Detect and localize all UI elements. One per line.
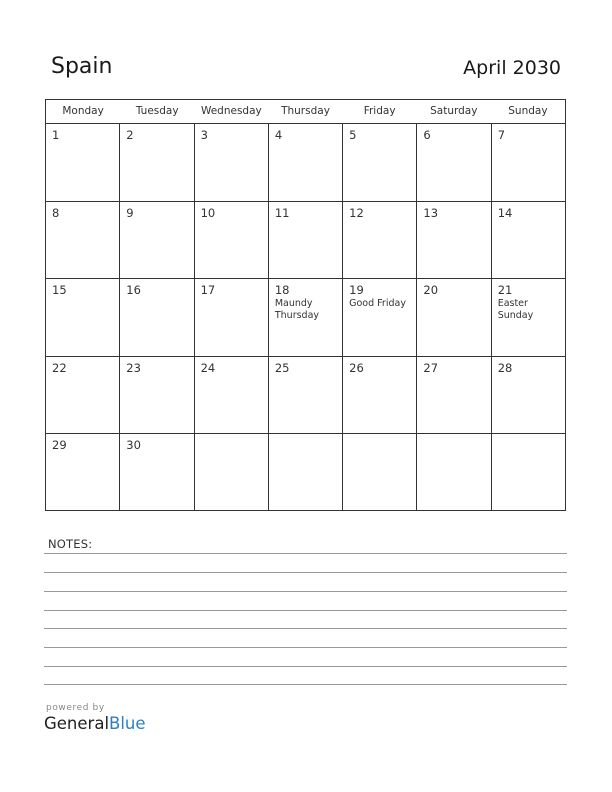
- day-number: 25: [274, 360, 290, 375]
- day-number: 27: [423, 360, 439, 375]
- notes-label: NOTES:: [48, 537, 93, 551]
- powered-by-text: powered by: [46, 703, 105, 713]
- day-number: 18: [274, 283, 290, 298]
- day-number: 13: [423, 205, 439, 220]
- day-number: 20: [423, 283, 439, 298]
- day-number: 29: [52, 438, 67, 453]
- day-number: 1: [52, 128, 60, 142]
- note-line: [44, 684, 567, 685]
- day-number: 9: [126, 205, 134, 220]
- brand-name-part2: Blue: [109, 714, 146, 733]
- day-number: 3: [200, 128, 208, 142]
- day-cell: [343, 279, 417, 356]
- day-cell: [492, 202, 565, 279]
- day-cell: [417, 357, 491, 434]
- week-row: [46, 434, 565, 511]
- day-number: 10: [200, 205, 216, 220]
- day-cell: [120, 279, 194, 356]
- weekday-label: Friday: [363, 105, 396, 117]
- day-number: 11: [274, 205, 290, 220]
- note-line: [44, 647, 567, 648]
- day-cell: [46, 279, 120, 356]
- weekday-label: Monday: [62, 105, 104, 117]
- holiday-label: Maundy Thursday: [274, 298, 320, 322]
- day-cell: [343, 202, 417, 279]
- weekday-label: Thursday: [281, 105, 330, 117]
- day-cell: [492, 279, 565, 356]
- day-number: 2: [126, 128, 134, 142]
- day-cell: [343, 434, 417, 511]
- month-year-title: April 2030: [463, 57, 561, 79]
- day-cell: [195, 434, 269, 511]
- day-number: 30: [126, 438, 141, 453]
- note-line: [44, 553, 567, 554]
- day-cell: [269, 434, 343, 511]
- day-number: 5: [349, 128, 357, 142]
- day-cell: [120, 434, 194, 511]
- day-number: 4: [274, 128, 283, 142]
- calendar-grid: [45, 99, 566, 511]
- week-row: [46, 357, 565, 435]
- day-cell: [46, 202, 120, 279]
- brand-name-part1: General: [44, 714, 110, 733]
- day-number: 23: [126, 360, 141, 375]
- day-cell: [492, 357, 565, 434]
- weekday-label: Wednesday: [200, 105, 262, 117]
- day-number: 7: [497, 128, 506, 142]
- day-cell: [492, 124, 565, 201]
- day-cell: [195, 124, 269, 201]
- weekday-label: Sunday: [508, 105, 548, 117]
- brand-logo: [44, 703, 146, 733]
- day-number: 28: [497, 360, 513, 375]
- day-cell: [417, 434, 491, 511]
- note-line: [44, 572, 567, 573]
- day-cell: [269, 202, 343, 279]
- day-number: 6: [423, 128, 431, 142]
- weekday-label: Saturday: [430, 105, 478, 117]
- country-title: Spain: [51, 54, 113, 79]
- weeks-container: [46, 124, 565, 511]
- note-line: [44, 628, 567, 629]
- day-cell: [195, 357, 269, 434]
- day-cell: [46, 434, 120, 511]
- day-cell: [417, 279, 491, 356]
- day-cell: [417, 124, 491, 201]
- day-number: 19: [349, 283, 364, 298]
- day-cell: [269, 357, 343, 434]
- day-number: 26: [349, 360, 364, 375]
- day-number: 14: [497, 205, 513, 220]
- weekday-label: Tuesday: [135, 105, 179, 117]
- brand-name: [44, 714, 146, 733]
- day-cell: [492, 434, 565, 511]
- day-number: 22: [52, 360, 67, 375]
- day-number: 16: [126, 283, 141, 298]
- day-cell: [120, 124, 194, 201]
- week-row: [46, 279, 565, 357]
- holiday-label: Easter Sunday: [497, 298, 534, 322]
- day-cell: [269, 124, 343, 201]
- week-row: [46, 202, 565, 280]
- week-row: [46, 124, 565, 202]
- day-cell: [343, 357, 417, 434]
- weekday-header-row: [46, 100, 565, 124]
- day-number: 24: [200, 360, 216, 375]
- day-number: 17: [200, 283, 216, 298]
- note-line: [44, 666, 567, 667]
- day-cell: [46, 357, 120, 434]
- day-cell: [195, 202, 269, 279]
- day-cell: [417, 202, 491, 279]
- day-number: 21: [497, 283, 513, 298]
- day-cell: [46, 124, 120, 201]
- day-number: 15: [52, 283, 67, 298]
- note-line: [44, 591, 567, 592]
- day-cell: [269, 279, 343, 356]
- day-number: 8: [52, 205, 60, 220]
- day-cell: [343, 124, 417, 201]
- day-cell: [120, 357, 194, 434]
- note-line: [44, 610, 567, 611]
- day-cell: [120, 202, 194, 279]
- day-number: 12: [349, 205, 364, 220]
- day-cell: [195, 279, 269, 356]
- holiday-label: Good Friday: [349, 298, 406, 310]
